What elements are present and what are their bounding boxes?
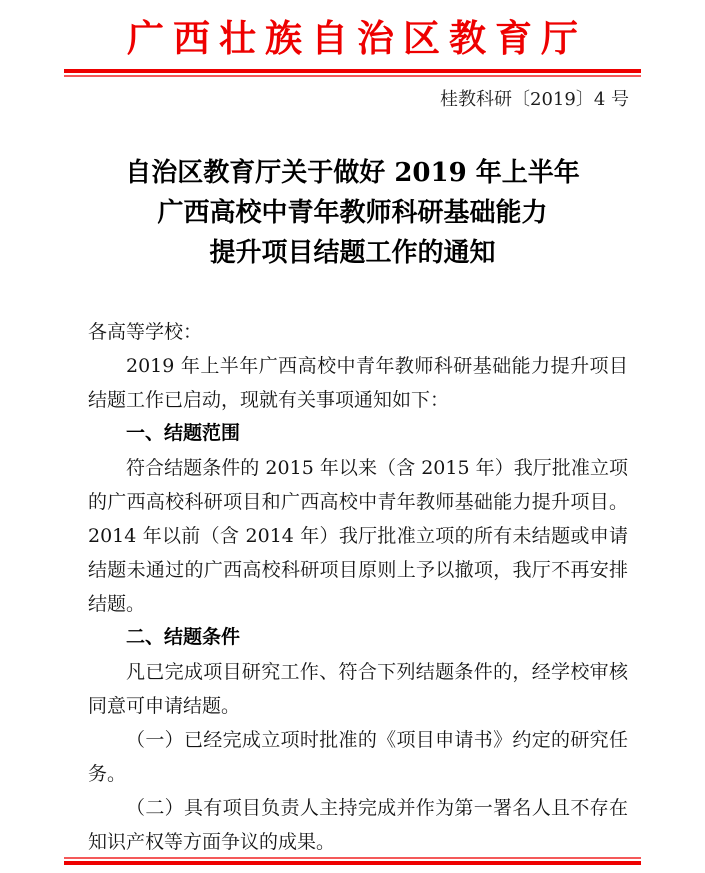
header-separator-thin-line — [64, 75, 641, 77]
agency-letterhead: 广西壮族自治区教育厅 — [127, 16, 587, 60]
header-separator-line — [64, 69, 641, 77]
section-1-paragraph: 符合结题条件的 2015 年以来（含 2015 年）我厅批准立项的广西高校科研项目和广西高校中青年教师基础能力提升项目。2014 年以前（含 2014 年）我厅批准立项的所有未结题或申请结题未通过的广西高校科研项目原则上予以撤项，我厅不再安排结题。 — [88, 457, 628, 615]
notice-title-line-3: 提升项目结题工作的通知 — [209, 238, 496, 268]
notice-title-line-1: 自治区教育厅关于做好 2019 年上半年 — [125, 158, 580, 188]
notice-title — [40, 153, 665, 273]
condition-item-2: （二）具有项目负责人主持完成并作为第一署名人且不存在知识产权等方面争议的成果。 — [88, 797, 628, 853]
intro-paragraph: 2019 年上半年广西高校中青年教师科研基础能力提升项目结题工作已启动，现就有关事项通知如下： — [88, 355, 628, 411]
footer-separator-line — [64, 857, 641, 865]
footer-separator-thick-line — [64, 861, 641, 865]
section-2-paragraph: 凡已完成项目研究工作、符合下列结题条件的，经学校审核同意可申请结题。 — [88, 661, 628, 717]
section-2-heading: 二、结题条件 — [126, 627, 241, 648]
notice-title-line-2: 广西高校中青年教师科研基础能力 — [157, 198, 548, 228]
condition-item-1: （一）已经完成立项时批准的《项目申请书》约定的研究任务。 — [88, 729, 628, 785]
document-body — [88, 315, 628, 859]
section-1-heading: 一、结题范围 — [126, 423, 241, 444]
document-reference-number: 桂教科研〔2019〕4 号 — [440, 89, 629, 110]
salutation: 各高等学校： — [88, 321, 203, 343]
footer-separator-thin-line — [64, 857, 641, 859]
